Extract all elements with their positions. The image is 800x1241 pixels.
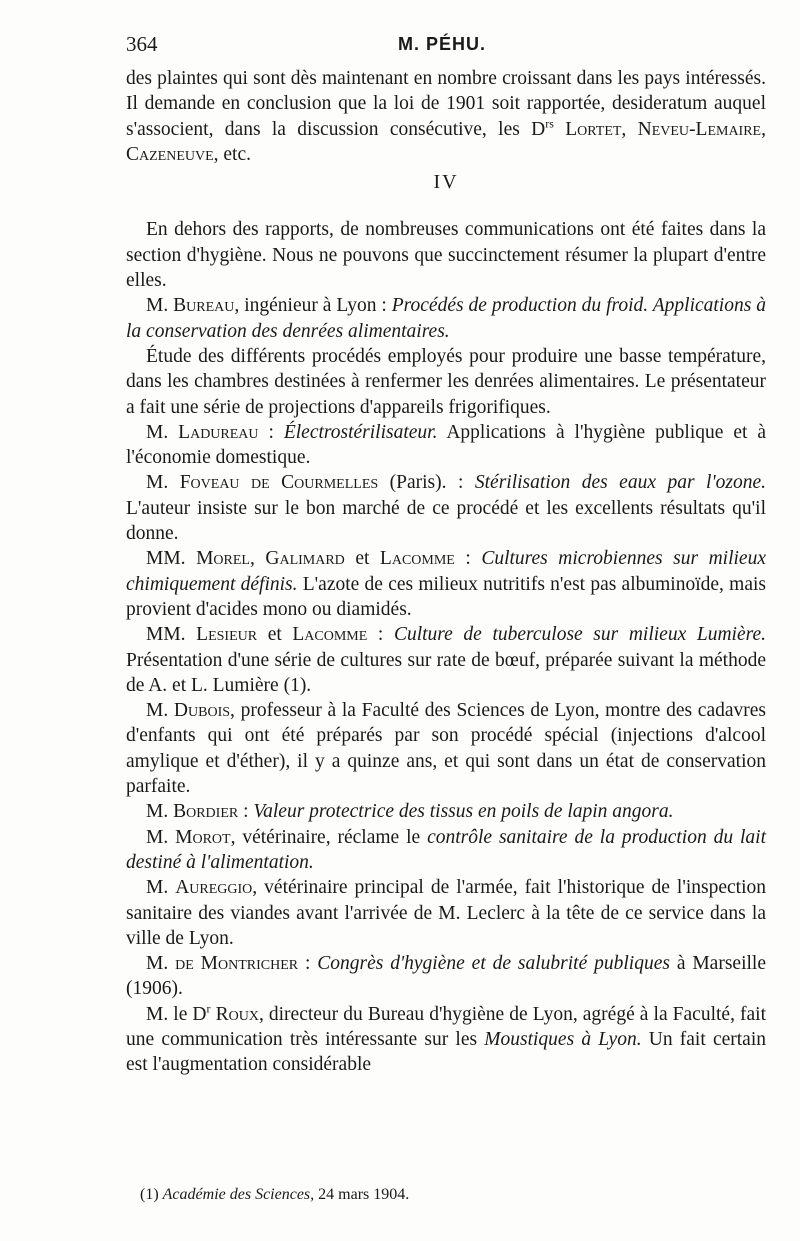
author-name: Lacomme: [292, 624, 368, 646]
body-text: [126, 66, 766, 1078]
running-head: M. PÉHU.: [398, 34, 487, 54]
section-heading: IV: [433, 171, 459, 194]
communication-title: Stérilisation des eaux par l'ozone.: [474, 472, 766, 494]
paragraph-communication: [126, 698, 766, 799]
paragraph-text: :: [258, 421, 284, 443]
paragraph-text: , vétérinaire principal de l'armée, fait l'historique de l'inspection sanitaire des viandes avant l'arrivée de M. Leclerc à la tête de ce service dans la ville de Lyon.: [126, 877, 767, 949]
paragraph-text: (Paris). :: [378, 472, 475, 494]
paragraph-text: , directeur du Bureau d'hygiène de Lyon, agrégé à la Faculté, fait une communication très intéressante sur les: [126, 1003, 766, 1050]
author-name: Bordier: [173, 801, 239, 823]
honorific: M.: [146, 295, 174, 317]
paragraph: En dehors des rapports, de nombreuses communications ont été faites dans la section d'hygiène. Nous ne pouvons que succinctement résumer la plupart d'entre elles.: [126, 219, 766, 292]
honorific: MM.: [146, 624, 197, 646]
paragraph-communication: [126, 546, 766, 622]
honorific: M.: [146, 700, 174, 722]
footnote-date: 24 mars 1904.: [314, 1186, 410, 1203]
communication-title: Culture de tuberculose sur milieux Lumière.: [393, 624, 766, 646]
honorific: M. le D: [146, 1003, 207, 1025]
paragraph-text: Applications à l'hygiène publique et à l'économie domestique.: [126, 421, 767, 469]
communication-title: Moustiques à Lyon.: [484, 1028, 642, 1050]
footnote-source: Académie des Sciences,: [162, 1186, 315, 1203]
author-name: Morel: [196, 548, 250, 570]
footnote: [140, 1186, 409, 1204]
honorific: M.: [146, 826, 176, 848]
paragraph-communication: [126, 875, 766, 951]
paragraph-text: Un fait certain est l'augmentation considérable: [126, 1028, 766, 1076]
paragraph-text: à Marseille (1906).: [126, 953, 766, 1000]
author-name: de Montricher: [175, 953, 299, 975]
honorific: M.: [146, 421, 179, 443]
author-name: Lesieur: [196, 624, 258, 646]
separator: et: [257, 624, 293, 646]
paragraph-communication: [126, 1002, 766, 1078]
author-name: Roux: [210, 1003, 259, 1025]
paragraph-text: :: [454, 548, 482, 570]
author-names: Lortet, Neveu-Lemaire, Cazeneuve,: [126, 118, 766, 165]
paragraph-text: , vétérinaire, réclame le: [230, 826, 428, 848]
paragraph-text: L'azote de ces milieux nutritifs n'est pas albuminoïde, mais provient d'acides mono ou diamidés.: [126, 573, 766, 620]
paragraph-text: , ingénieur à Lyon :: [234, 295, 392, 317]
paragraph-text: Présentation d'une série de cultures sur rate de bœuf, préparée suivant la méthode de A. et L. Lumière (1).: [126, 649, 766, 696]
footnote-marker: (1): [140, 1186, 163, 1203]
paragraph-text: L'auteur insiste sur le bon marché de ce procédé et les excellents résultats qu'il donne.: [126, 497, 766, 545]
separator: ,: [249, 548, 266, 570]
paragraph-text: :: [298, 953, 318, 975]
paragraph-communication: [126, 420, 766, 471]
communication-title: Électrostérilisateur.: [283, 421, 438, 443]
paragraph-communication: [126, 951, 766, 1002]
paragraph-communication: [126, 799, 766, 824]
communication-title: Cultures microbiennes sur milieux chimiquement définis.: [126, 548, 766, 595]
honorific: M.: [146, 877, 176, 899]
author-name: Bureau: [173, 295, 235, 317]
separator: et: [344, 548, 380, 570]
paragraph-communication: [126, 825, 766, 876]
communication-title: Congrès d'hygiène et de salubrité publiques: [317, 953, 670, 975]
paragraph-text: :: [367, 624, 394, 646]
paragraph-communication: [126, 622, 766, 698]
page-header: [126, 32, 766, 62]
paragraph-text: etc.: [218, 143, 252, 165]
paragraph-text: des plaintes qui sont dès maintenant en nombre croissant dans les pays intéressés. Il demande en conclusion que la loi de 1901 soit rapportée, desideratum auquel s'associent, dans la discussion consécutive, les D: [126, 68, 766, 140]
author-name: Galimard: [265, 548, 345, 570]
author-name: Ladureau: [178, 421, 259, 443]
paragraph: Étude des différents procédés employés pour produire une basse température, dans les chambres destinées à renfermer les denrées alimentaires. Le présentateur a fait une série de projections d'appareils frigorifiques.: [126, 345, 766, 418]
author-name: Aureggio: [175, 877, 253, 899]
honorific: M.: [146, 472, 180, 494]
communication-title: Procédés de production du froid. Applications à la conservation des denrées alimentaires.: [126, 295, 766, 342]
honorific: MM.: [146, 548, 197, 570]
author-name: Lacomme: [379, 548, 455, 570]
author-name: Foveau de Courmelles: [179, 472, 379, 494]
superscript: r: [206, 1001, 211, 1016]
honorific: M.: [146, 953, 176, 975]
paragraph-communication: [126, 293, 766, 344]
author-name: Dubois: [173, 700, 231, 722]
paragraph-continuation: [126, 66, 766, 167]
honorific: M.: [146, 801, 174, 823]
communication-title: Valeur protectrice des tissus en poils de lapin angora.: [253, 801, 674, 823]
paragraph-text: , professeur à la Faculté des Sciences de Lyon, montre des cadavres d'enfants qui ont été préparés par son procédé spécial (injections d'alcool amylique et d'éther), il y a quinze ans, et qui sont dans un état de conservation parfaite.: [126, 700, 766, 798]
paragraph-communication: [126, 470, 766, 546]
communication-title: contrôle sanitaire de la production du lait destiné à l'alimentation.: [126, 826, 767, 873]
page-number: 364: [126, 32, 158, 56]
superscript: rs: [545, 116, 554, 131]
paragraph-text: :: [238, 801, 254, 823]
author-name: Morot: [175, 826, 231, 848]
